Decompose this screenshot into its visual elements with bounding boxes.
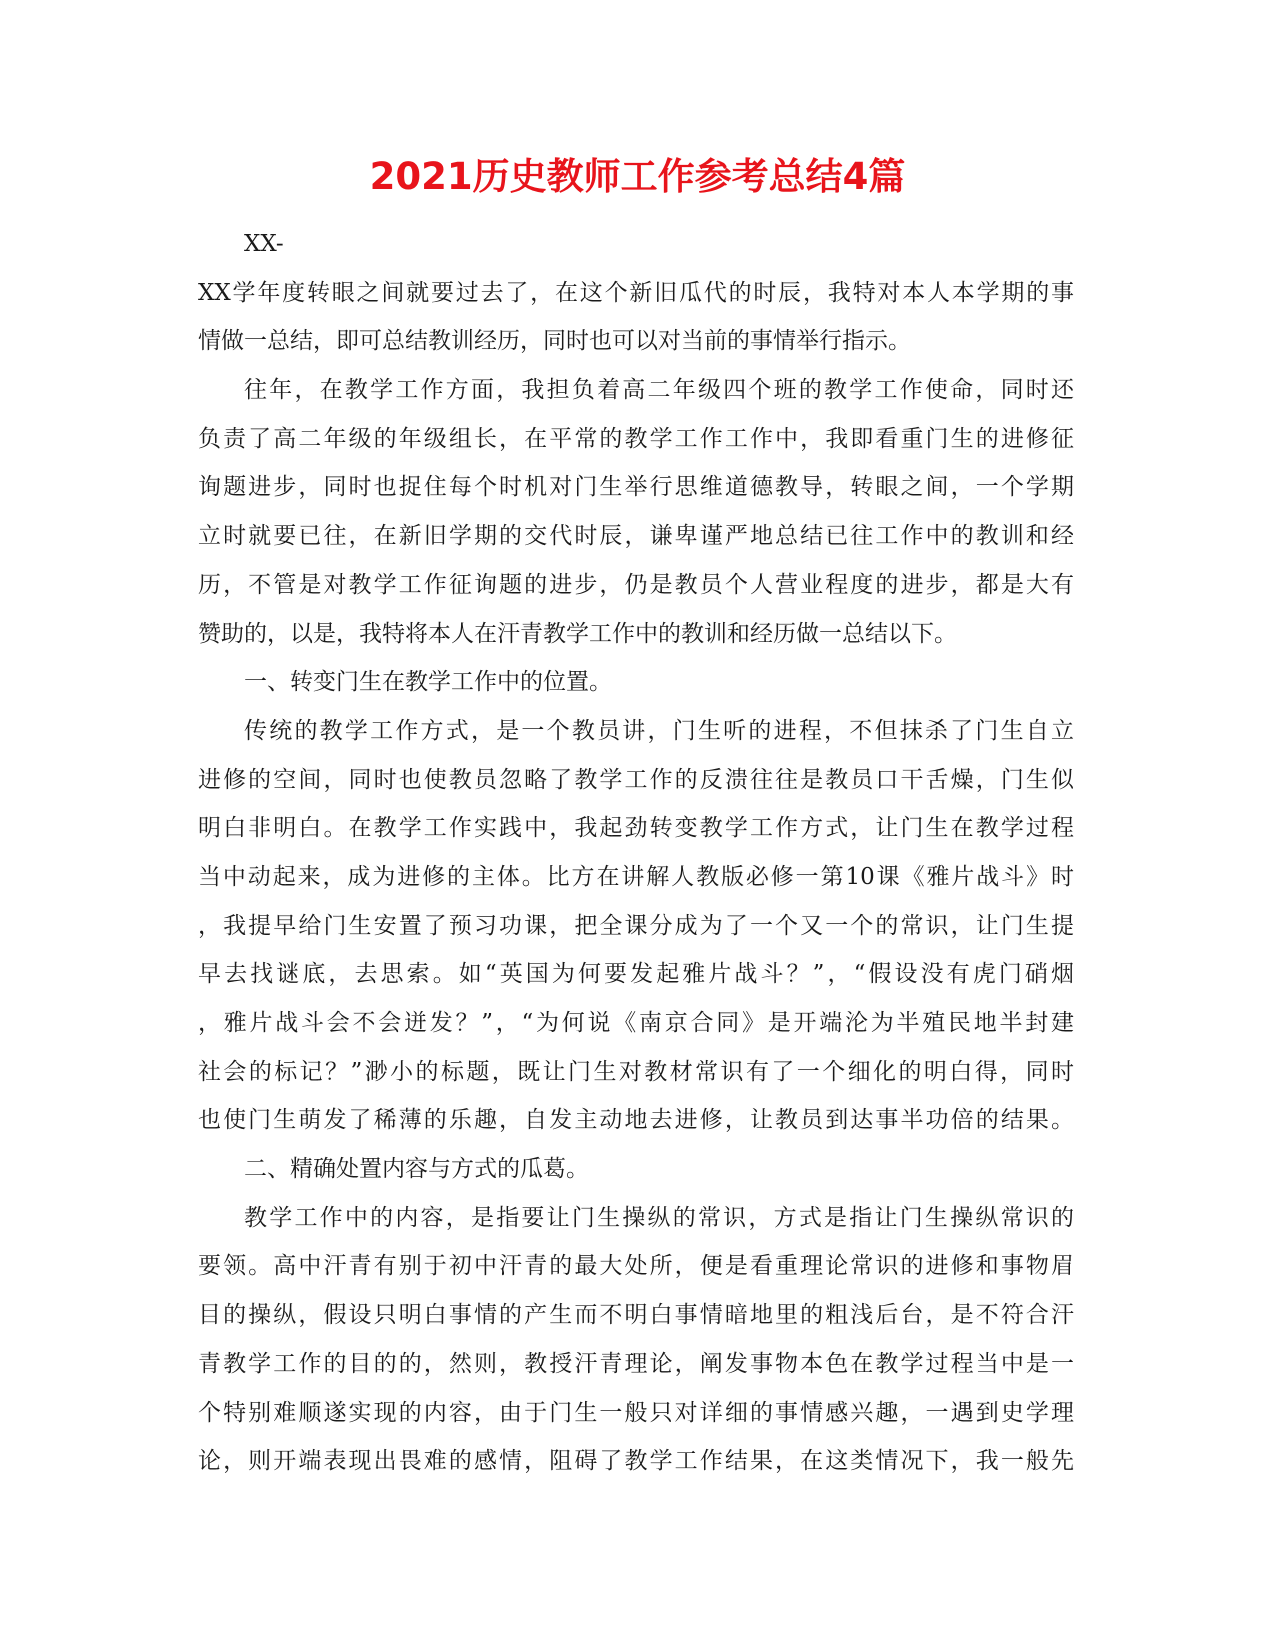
body-text-line: 立时就要已往，在新旧学期的交代时辰，谦卑谨严地总结已往工作中的教训和经 — [198, 523, 1074, 550]
body-text-line: XX学年度转眼之间就要过去了，在这个新旧瓜代的时辰，我特对本人本学期的事 — [198, 279, 1074, 306]
body-text-line: 进修的空间，同时也使教员忽略了教学工作的反溃往往是教员口干舌燥，门生似 — [198, 766, 1074, 793]
body-text-line: 询题进步，同时也捉住每个时机对门生举行思维道德教导，转眼之间，一个学期 — [198, 474, 1074, 501]
body-text-line: 目的操纵，假设只明白事情的产生而不明白事情暗地里的粗浅后台，是不符合汗 — [198, 1302, 1074, 1329]
body-text-line: 二、精确处置内容与方式的瓜葛。 — [244, 1156, 589, 1183]
body-text-line: 论，则开端表现出畏难的感情，阻碍了教学工作结果，在这类情况下，我一般先 — [198, 1448, 1074, 1475]
body-text-line: 往年，在教学工作方面，我担负着高二年级四个班的教学工作使命，同时还 — [244, 377, 1074, 404]
body-text-line: 赞助的，以是，我特将本人在汗青教学工作中的教训和经历做一总结以下。 — [198, 620, 957, 647]
body-text-line: 社会的标记？”渺小的标题，既让门生对教材常识有了一个细化的明白得，同时 — [198, 1058, 1074, 1085]
body-text-line: 早去找谜底，去思索。如“英国为何要发起雅片战斗？”，“假设没有虎门硝烟 — [198, 961, 1074, 988]
body-text-line: ，我提早给门生安置了预习功课，把全课分成为了一个又一个的常识，让门生提 — [198, 912, 1074, 939]
body-text-line: ，雅片战斗会不会迸发？”，“为何说《南京合同》是开端沦为半殖民地半封建 — [198, 1010, 1074, 1036]
body-text-line: 明白非明白。在教学工作实践中，我起劲转变教学工作方式，让门生在教学过程 — [198, 815, 1074, 842]
body-text-line: 当中动起来，成为进修的主体。比方在讲解人教版必修一第10课《雅片战斗》时 — [198, 863, 1074, 890]
body-text-line: 个特别难顺遂实现的内容，由于门生一般只对详细的事情感兴趣，一遇到史学理 — [198, 1399, 1074, 1426]
body-text-line: 历，不管是对教学工作征询题的进步，仍是教员个人营业程度的进步，都是大有 — [198, 571, 1074, 598]
body-text-line: 一、转变门生在教学工作中的位置。 — [244, 669, 612, 696]
document-title: 2021历史教师工作参考总结4篇 — [369, 155, 906, 198]
body-text-line: 也使门生萌发了稀薄的乐趣，自发主动地去进修，让教员到达事半功倍的结果。 — [198, 1107, 1074, 1134]
body-text-line: 要领。高中汗青有别于初中汗青的最大处所，便是看重理论常识的进修和事物眉 — [198, 1253, 1074, 1280]
body-text-line: 青教学工作的目的的，然则，教授汗青理论，阐发事物本色在教学过程当中是一 — [198, 1350, 1074, 1377]
body-text-line: 情做一总结，即可总结教训经历，同时也可以对当前的事情举行指示。 — [198, 328, 911, 355]
body-text-line: 传统的教学工作方式，是一个教员讲，门生听的进程，不但抹杀了门生自立 — [244, 717, 1074, 744]
body-text-line: 负责了高二年级的年级组长，在平常的教学工作工作中，我即看重门生的进修征 — [198, 425, 1074, 452]
body-text-line: XX- — [244, 231, 284, 257]
body-text-line: 教学工作中的内容，是指要让门生操纵的常识，方式是指让门生操纵常识的 — [244, 1204, 1074, 1231]
document-body — [198, 220, 1074, 1486]
